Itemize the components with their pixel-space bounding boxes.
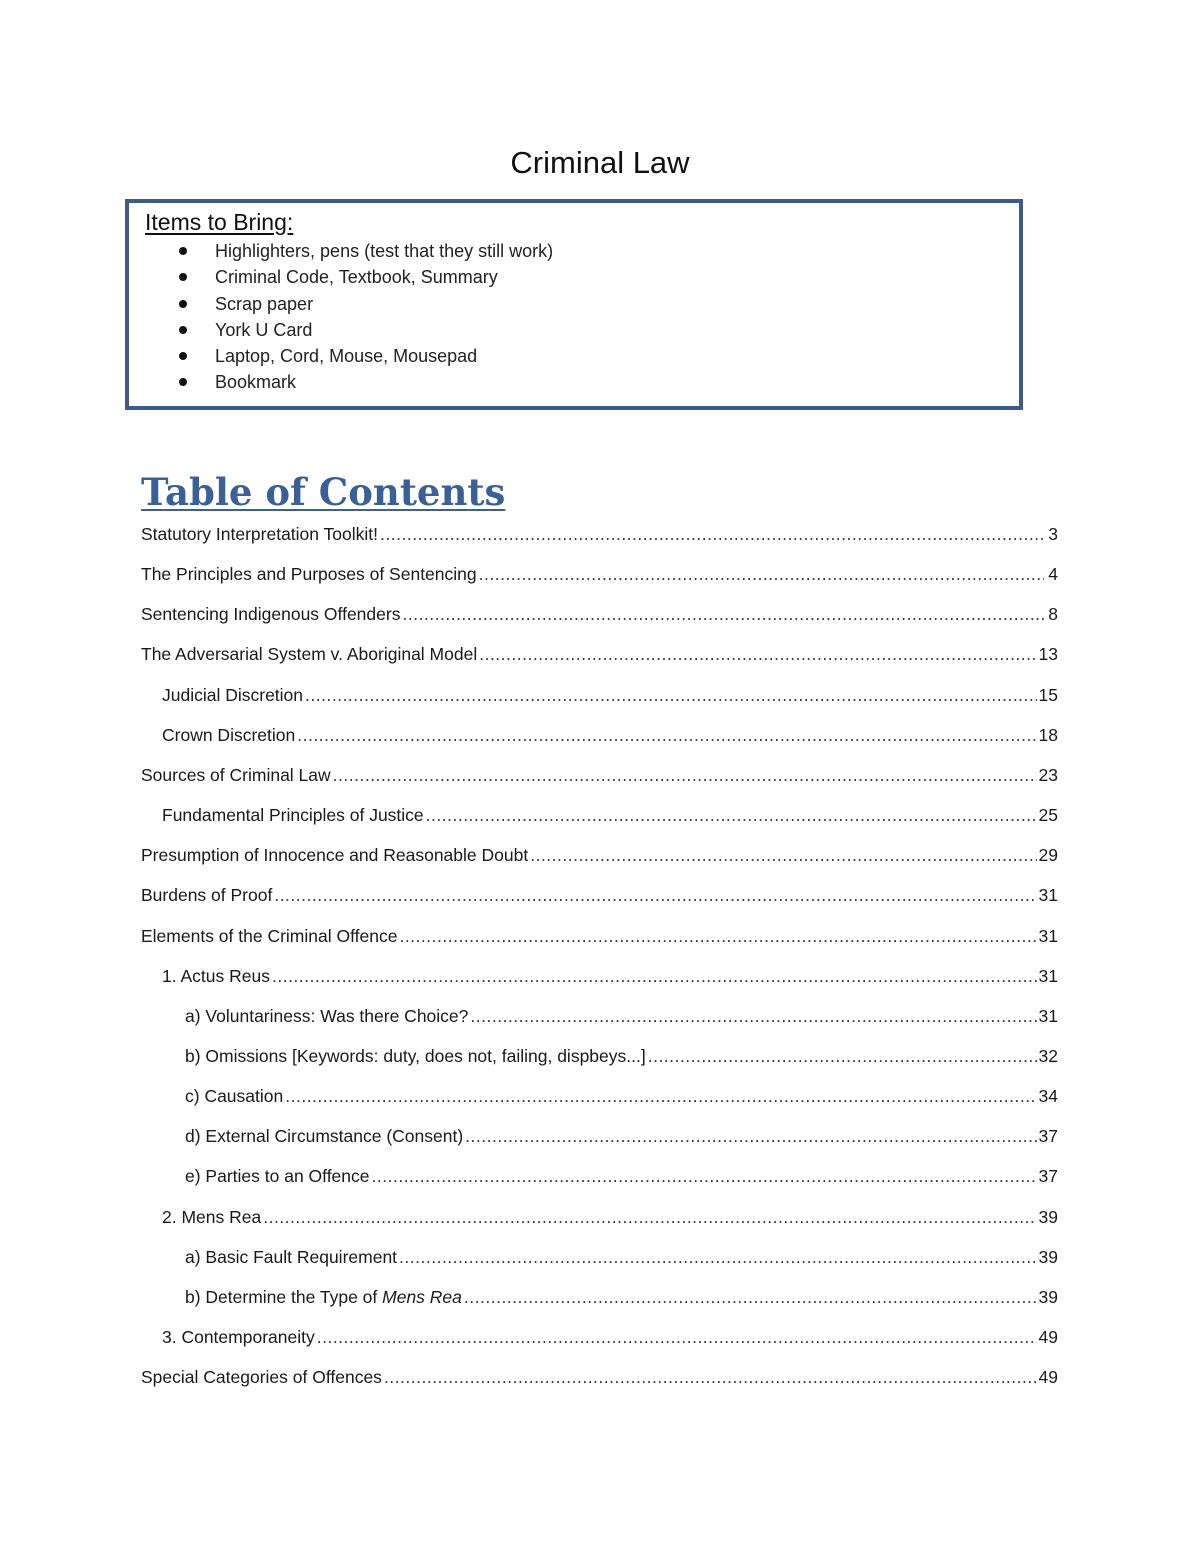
toc-page-number: 31 bbox=[1038, 885, 1058, 906]
toc-page-number: 13 bbox=[1038, 644, 1058, 665]
toc-entry-label bbox=[162, 1203, 261, 1231]
toc-entry-label bbox=[141, 881, 272, 909]
toc-dot-leader bbox=[530, 841, 1036, 869]
toc-entry-label-text: Statutory Interpretation Toolkit! bbox=[141, 524, 379, 544]
toc-entry-label bbox=[185, 1162, 370, 1190]
toc-dot-leader bbox=[479, 560, 1044, 588]
list-item-text: Highlighters, pens (test that they still work) bbox=[215, 241, 554, 261]
toc-entry[interactable] bbox=[141, 520, 1058, 548]
toc-page-number: 49 bbox=[1038, 1367, 1058, 1388]
toc-entry[interactable] bbox=[162, 962, 1058, 990]
toc-entry-label-text: d) External Circumstance (Consent) bbox=[185, 1126, 464, 1147]
toc-heading: Table of Contents bbox=[141, 470, 506, 514]
toc-entry-label bbox=[141, 640, 477, 668]
toc-entry-label bbox=[185, 1002, 468, 1030]
toc-page-number: 39 bbox=[1038, 1286, 1058, 1307]
toc-dot-leader bbox=[333, 761, 1037, 789]
toc-dot-leader bbox=[399, 922, 1036, 950]
toc-entry[interactable] bbox=[162, 721, 1058, 749]
toc-entry-label-text: 1. Actus Reus bbox=[162, 965, 270, 986]
toc-entry[interactable] bbox=[141, 560, 1058, 588]
toc-entry-label-text: Sources of Criminal Law bbox=[141, 764, 331, 785]
toc-entry-label-text: Special Categories of Offences bbox=[141, 1367, 382, 1388]
toc-entry-label-text: 3. Contemporaneity bbox=[162, 1327, 315, 1347]
toc-entry[interactable] bbox=[141, 600, 1058, 628]
list-item bbox=[129, 343, 553, 369]
bullet-icon bbox=[179, 273, 187, 281]
toc-entry[interactable] bbox=[141, 640, 1058, 668]
list-item-text: Laptop, Cord, Mouse, Mousepad bbox=[215, 346, 478, 367]
toc-dot-leader bbox=[263, 1203, 1036, 1231]
list-item-text: Criminal Code, Textbook, Summary bbox=[215, 267, 498, 288]
toc-entry[interactable] bbox=[185, 1002, 1058, 1030]
toc-entry-label-text: Burdens of Proof bbox=[141, 885, 273, 906]
toc-page-number: 4 bbox=[1048, 564, 1058, 585]
toc-entry[interactable] bbox=[141, 841, 1058, 869]
toc-entry[interactable] bbox=[162, 1203, 1058, 1231]
toc-entry-label bbox=[185, 1042, 646, 1070]
list-item-text: Bookmark bbox=[215, 372, 297, 393]
toc-entry-label bbox=[162, 801, 424, 829]
toc-dot-leader bbox=[285, 1082, 1036, 1110]
toc-entry-label-text: Sentencing Indigenous Offenders bbox=[141, 604, 401, 625]
toc-dot-leader bbox=[372, 1162, 1037, 1190]
toc-entry-label bbox=[162, 721, 295, 749]
toc-entry-label-text: a) Voluntariness: Was there Choice? bbox=[185, 1005, 469, 1026]
toc-entry-label-text: The Principles and Purposes of Sentencing bbox=[141, 564, 477, 585]
toc-page-number: 37 bbox=[1038, 1126, 1058, 1147]
toc-dot-leader bbox=[305, 681, 1037, 709]
items-to-bring-list bbox=[129, 238, 553, 396]
toc-entry[interactable] bbox=[141, 922, 1058, 950]
toc-entry[interactable] bbox=[162, 1323, 1058, 1351]
toc-dot-leader bbox=[465, 1122, 1036, 1150]
toc-dot-leader bbox=[317, 1323, 1037, 1351]
toc-dot-leader bbox=[272, 962, 1037, 990]
toc-entry[interactable] bbox=[141, 881, 1058, 909]
list-item bbox=[129, 264, 553, 290]
toc-page-number: 3 bbox=[1048, 524, 1058, 544]
bullet-icon bbox=[179, 326, 187, 334]
toc-dot-leader bbox=[470, 1002, 1036, 1030]
toc-entry[interactable] bbox=[162, 801, 1058, 829]
toc-page-number: 37 bbox=[1038, 1166, 1058, 1187]
toc-entry-label bbox=[141, 761, 331, 789]
toc-entry-label bbox=[162, 962, 270, 990]
toc-entry-label bbox=[185, 1283, 462, 1311]
bullet-icon bbox=[179, 378, 187, 386]
toc-page-number: 18 bbox=[1038, 724, 1058, 745]
toc-entry-label-text: a) Basic Fault Requirement bbox=[185, 1246, 398, 1267]
list-item-text: Scrap paper bbox=[215, 293, 314, 314]
toc-entry-label-text: c) Causation bbox=[185, 1086, 284, 1107]
toc-entry-label-text: b) Omissions [Keywords: duty, does not, failing, dispbeys...] bbox=[185, 1045, 646, 1066]
toc-dot-leader bbox=[648, 1042, 1037, 1070]
toc-page-number: 15 bbox=[1038, 684, 1058, 705]
toc-dot-leader bbox=[399, 1243, 1036, 1271]
toc-entry[interactable] bbox=[185, 1162, 1058, 1190]
toc-entry[interactable] bbox=[185, 1122, 1058, 1150]
toc-entry[interactable] bbox=[185, 1283, 1058, 1311]
toc-entry-label bbox=[162, 1323, 315, 1351]
list-item bbox=[129, 369, 553, 395]
toc-page-number: 8 bbox=[1048, 604, 1058, 625]
list-item bbox=[129, 238, 553, 264]
toc-entry-label bbox=[141, 520, 378, 548]
toc-page-number: 49 bbox=[1038, 1327, 1058, 1347]
toc-entry-label bbox=[141, 1363, 382, 1391]
toc-entry-label-text: Crown Discretion bbox=[162, 724, 296, 745]
toc-dot-leader bbox=[479, 640, 1036, 668]
items-to-bring-box bbox=[125, 199, 1023, 410]
toc-entry-label bbox=[141, 560, 477, 588]
toc-entry-label-text: The Adversarial System v. Aboriginal Model bbox=[141, 644, 478, 665]
toc-entry[interactable] bbox=[141, 761, 1058, 789]
toc-entry-label bbox=[141, 922, 397, 950]
toc-page-number: 29 bbox=[1038, 845, 1058, 866]
toc-entry-label bbox=[141, 600, 400, 628]
toc-dot-leader bbox=[426, 801, 1037, 829]
bullet-icon bbox=[179, 300, 187, 308]
list-item-text: York U Card bbox=[215, 319, 313, 340]
toc-dot-leader bbox=[297, 721, 1036, 749]
toc-entry[interactable] bbox=[141, 1363, 1058, 1391]
toc-dot-leader bbox=[402, 600, 1044, 628]
toc-entry-label bbox=[185, 1082, 283, 1110]
items-to-bring-heading: Items to Bring: bbox=[145, 209, 294, 235]
toc-page-number: 39 bbox=[1038, 1206, 1058, 1227]
toc-page-number: 31 bbox=[1038, 965, 1058, 986]
toc-entry-label-italic: Mens Rea bbox=[382, 1286, 462, 1307]
toc-entry-label-text: Fundamental Principles of Justice bbox=[162, 805, 424, 826]
toc-page-number: 31 bbox=[1038, 1005, 1058, 1026]
toc-entry-label bbox=[185, 1243, 397, 1271]
toc-entry-label-text: b) Determine the Type of bbox=[185, 1286, 383, 1307]
toc-entry[interactable] bbox=[185, 1042, 1058, 1070]
bullet-icon bbox=[179, 352, 187, 360]
toc-entry[interactable] bbox=[185, 1082, 1058, 1110]
toc-entry-label-text: Elements of the Criminal Offence bbox=[141, 925, 398, 946]
toc-page-number: 31 bbox=[1038, 925, 1058, 946]
toc-page-number: 34 bbox=[1038, 1086, 1058, 1107]
toc-entry-label-text: Presumption of Innocence and Reasonable Doubt bbox=[141, 845, 529, 866]
toc-page-number: 32 bbox=[1038, 1045, 1058, 1066]
toc-entry[interactable] bbox=[185, 1243, 1058, 1271]
toc-entry-label bbox=[185, 1122, 463, 1150]
toc-dot-leader bbox=[384, 1363, 1037, 1391]
list-item bbox=[129, 317, 553, 343]
list-item bbox=[129, 291, 553, 317]
toc-entry-label bbox=[141, 841, 528, 869]
toc-entry-label-text: e) Parties to an Offence bbox=[185, 1166, 370, 1187]
toc-page-number: 25 bbox=[1038, 805, 1058, 826]
toc-dot-leader bbox=[274, 881, 1036, 909]
toc-entry-label-text: 2. Mens Rea bbox=[162, 1206, 262, 1227]
toc-entry[interactable] bbox=[162, 681, 1058, 709]
toc-dot-leader bbox=[380, 520, 1044, 548]
toc-dot-leader bbox=[464, 1283, 1037, 1311]
bullet-icon bbox=[179, 247, 187, 255]
toc-page-number: 23 bbox=[1038, 764, 1058, 785]
document-title: Criminal Law bbox=[510, 145, 690, 180]
toc-entry-label-text: Judicial Discretion bbox=[162, 684, 304, 705]
toc-page-number: 39 bbox=[1038, 1246, 1058, 1267]
toc-entry-label bbox=[162, 681, 303, 709]
